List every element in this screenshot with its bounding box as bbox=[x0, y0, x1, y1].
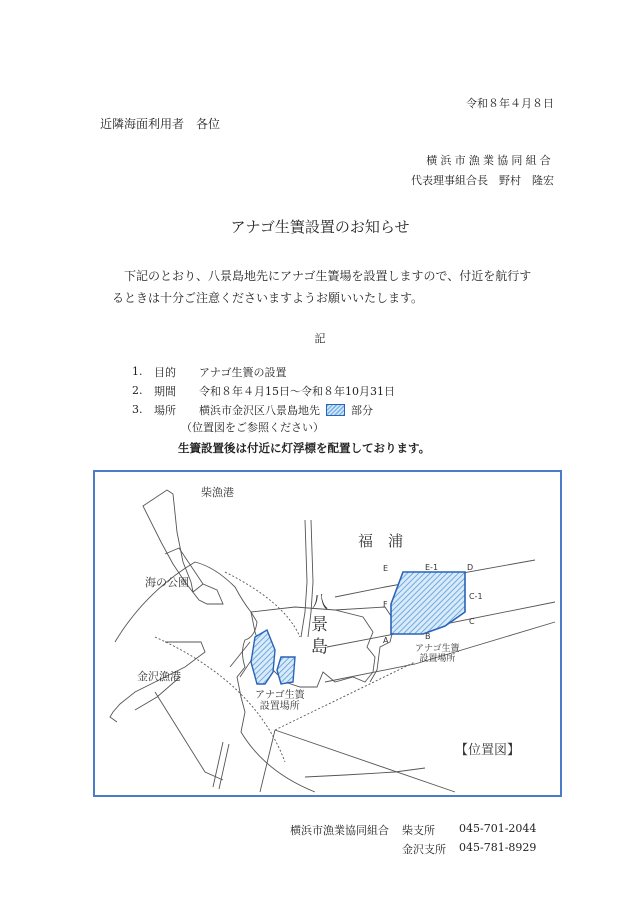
detail-item-purpose bbox=[132, 362, 395, 381]
item-key: 期間 bbox=[154, 384, 176, 398]
footer-branch-shiba: 柴支所 bbox=[402, 824, 435, 837]
item-number: 3. bbox=[132, 403, 143, 416]
label-hakkeijima-2: 景 bbox=[311, 615, 328, 635]
item-value: 横浜市金沢区八景島地先 bbox=[199, 403, 320, 417]
label-hakkeijima-1: 八 bbox=[311, 593, 328, 613]
point-C: C bbox=[469, 617, 475, 626]
point-E: E bbox=[383, 564, 389, 573]
recipient: 近隣海面利用者 各位 bbox=[100, 117, 221, 131]
point-C-1: C-1 bbox=[469, 592, 483, 601]
buoy-notice: 生簀設置後は付近に灯浮標を配置しております。 bbox=[178, 441, 431, 455]
label-shiba-port: 柴漁港 bbox=[201, 486, 234, 499]
hatched-area-swatch-icon bbox=[326, 404, 345, 416]
map-caption: 【位置図】 bbox=[455, 743, 521, 758]
item-key: 目的 bbox=[154, 365, 176, 379]
site-area-left-2 bbox=[277, 657, 295, 684]
details-list bbox=[132, 362, 395, 419]
label-site-right-line1: アナゴ生簀 bbox=[415, 644, 460, 654]
label-umi-park: 海の公園 bbox=[145, 576, 189, 589]
site-area-right bbox=[391, 572, 465, 634]
label-hakkeijima-3: 島 bbox=[311, 637, 328, 657]
issue-date: 令和８年４月８日 bbox=[466, 97, 554, 110]
footer-phone-kanazawa: 045-781-8929 bbox=[459, 841, 537, 854]
body-paragraph: 下記のとおり、八景島地先にアナゴ生簀場を設置しますので、付近を航行するときは十分ご注意くださいますようお願いいたします。 bbox=[112, 269, 532, 305]
point-E-1: E-1 bbox=[425, 563, 439, 572]
item-value: 令和８年４月15日～令和８年10月31日 bbox=[199, 384, 395, 398]
sender-organization: 横浜市漁業協同組合 bbox=[426, 154, 554, 167]
item-value: アナゴ生簀の設置 bbox=[199, 365, 287, 379]
detail-item-location bbox=[132, 400, 395, 419]
label-site-left-line1: アナゴ生簀 bbox=[255, 690, 305, 701]
label-site-left bbox=[255, 690, 305, 712]
sender-representative: 代表理事組合長 野村 隆宏 bbox=[411, 174, 554, 187]
footer-org: 横浜市漁業協同組合 bbox=[290, 824, 389, 837]
label-fukuura: 福 浦 bbox=[358, 532, 404, 550]
point-B: B bbox=[425, 632, 431, 641]
detail-item-period bbox=[132, 381, 395, 400]
footer-branch-kanazawa: 金沢支所 bbox=[402, 843, 446, 856]
label-site-left-line2: 設置場所 bbox=[259, 701, 300, 712]
item-suffix: 部分 bbox=[351, 403, 373, 417]
item-key: 場所 bbox=[154, 403, 176, 417]
footer-phone-shiba: 045-701-2044 bbox=[459, 822, 537, 835]
label-kanazawa-port: 金沢漁港 bbox=[137, 670, 181, 683]
item-number: 1. bbox=[132, 365, 143, 378]
site-area-left-1 bbox=[251, 630, 275, 684]
point-D: D bbox=[467, 563, 474, 572]
document-title: アナゴ生簀設置のお知らせ bbox=[230, 218, 410, 236]
point-F: F bbox=[383, 600, 388, 609]
point-A: A bbox=[383, 636, 389, 645]
ki-heading: 記 bbox=[314, 332, 326, 345]
label-site-right bbox=[415, 644, 460, 664]
location-note: （位置図をご参照ください） bbox=[181, 421, 324, 434]
item-number: 2. bbox=[132, 384, 143, 397]
label-site-right-line2: 設置場所 bbox=[419, 654, 456, 664]
location-map bbox=[93, 470, 562, 797]
